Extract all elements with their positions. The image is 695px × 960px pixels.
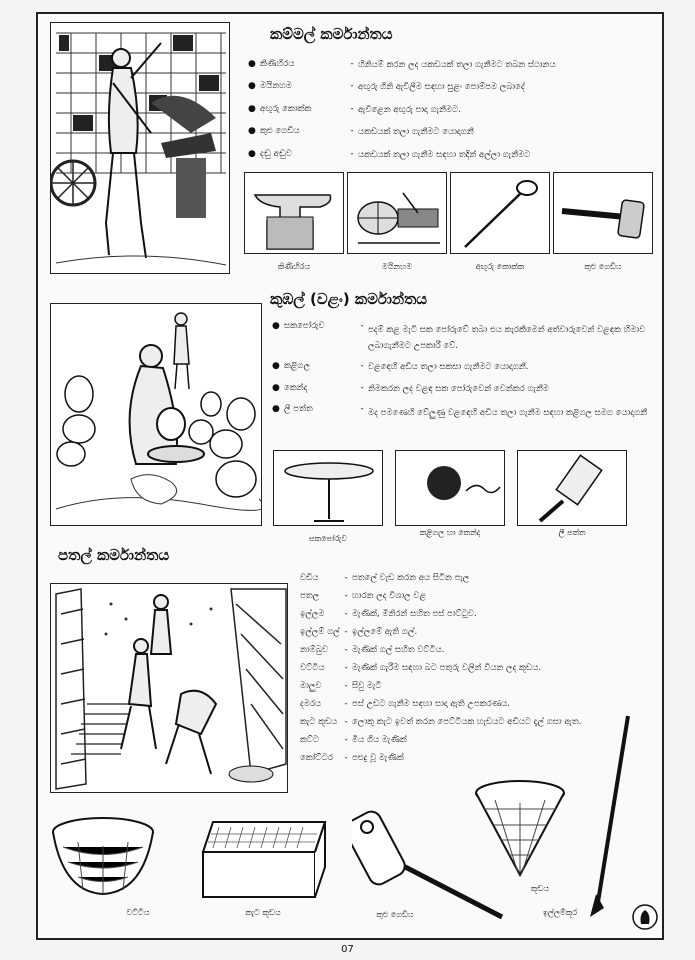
definition-item xyxy=(248,105,658,116)
definition-text: මැණික් ගැරීම සඳහා බට පතුරු වලින් වියන ලද කූඩය. xyxy=(352,663,542,674)
sieve-box-caption: කැට කූඩය xyxy=(245,908,281,917)
section2-title: කුඹල් (වළං) කර්මාන්තය xyxy=(270,290,428,308)
anvil-caption: කිණිහිරය xyxy=(277,262,311,271)
definition-term: ඉල්ලම xyxy=(300,609,325,620)
definition-text: හිනියම් කරන ලද යකඩයක් තලා ගැනීමට තබන ස්ථානය xyxy=(358,60,556,70)
definition-text: ඇවිළෙන අඟුරු පාදා ගැනීමට. xyxy=(358,104,461,115)
dash: - xyxy=(344,735,348,746)
bellows-picture xyxy=(347,172,447,254)
definition-text: පස් උඩට ගැනීම සඳහා සාදා ඇති උපකරණය. xyxy=(352,699,510,710)
bullet-icon: ● xyxy=(272,404,280,415)
definition-item xyxy=(272,322,660,354)
definition-term: දමරය xyxy=(300,699,322,710)
definition-item xyxy=(300,573,662,584)
definition-text: ඉල්ලමේ ඇති ගල්. xyxy=(352,627,418,638)
definition-text: මද පමණෙහි වේලුණු වළඳෙහි අඩිය තලා ගැනීම සඳහා කළිගල සමග යොදාගනී xyxy=(368,408,648,419)
conical-basket-caption: කූඩය xyxy=(530,884,550,893)
conical-basket-picture xyxy=(470,775,570,885)
bullet-icon: ● xyxy=(272,361,280,372)
page-number: 07 xyxy=(341,944,354,955)
definition-text: නිමකරන ලද වළඳ සක පෝරුවෙන් වෙන්කර ගැනීම xyxy=(368,383,549,394)
coal-hook-caption: අඟුරු කොක්ක xyxy=(475,262,525,271)
wooden-paddle-caption: ලී පත්ත xyxy=(558,528,586,537)
dash: - xyxy=(344,591,348,602)
definition-item xyxy=(248,127,658,138)
definition-text: පතලේ වැඩ කරන අය සිටින පැල xyxy=(352,573,470,583)
potter-illustration xyxy=(50,303,262,526)
logo-icon xyxy=(632,902,658,932)
definition-item xyxy=(248,150,658,161)
section2-definitions xyxy=(272,322,660,432)
dash: - xyxy=(360,382,364,393)
definition-item xyxy=(272,405,660,421)
definition-item xyxy=(248,60,658,71)
definition-term: වඩිය xyxy=(300,573,319,583)
definition-item xyxy=(300,627,662,638)
definition-term: කුළු ගෙඩිය xyxy=(260,126,300,137)
definition-item xyxy=(272,362,660,373)
definition-text: සිවු මැටි xyxy=(352,681,382,692)
definition-term: කෙන්ද xyxy=(284,382,308,393)
definition-term: පතල xyxy=(300,591,320,602)
dash: - xyxy=(350,103,354,114)
blacksmith-illustration xyxy=(50,22,230,274)
definition-text: වළඳෙහි අඩිය තලා සකසා ගැනීමට යොදාගනී. xyxy=(368,362,529,373)
basket-caption: වට්ටිය xyxy=(126,908,150,917)
bullet-icon: ● xyxy=(248,59,256,69)
definition-item xyxy=(248,82,658,93)
bullet-icon: ● xyxy=(248,148,256,159)
dash: - xyxy=(344,645,348,656)
bullet-icon: ● xyxy=(272,382,280,393)
crowbar-caption: ඉල්ලම්කූර xyxy=(542,908,578,917)
bullet-icon: ● xyxy=(248,81,256,92)
basket-picture xyxy=(48,812,158,902)
definition-text: පළුදු වූ මැණික් xyxy=(352,753,404,764)
definition-item xyxy=(300,591,662,602)
definition-term: කිණිහිරය xyxy=(260,59,295,69)
crowbar-picture xyxy=(588,712,638,922)
definition-text: යකඩයක් තලා ගැනීම සඳහා තදින් අල්ලා ගැනීමට xyxy=(358,149,531,160)
dash: - xyxy=(344,609,348,620)
wooden-paddle-picture xyxy=(517,450,627,526)
definition-term: කළිගල xyxy=(284,361,310,372)
gem-mining-illustration xyxy=(50,583,288,793)
dash: - xyxy=(350,148,354,159)
dash: - xyxy=(360,321,364,331)
potters-wheel-picture xyxy=(273,450,383,526)
anvil-stone-picture xyxy=(395,450,505,526)
definition-text: මිය ගිය මැණික් xyxy=(352,735,407,746)
definition-term: ලී පත්ත xyxy=(284,404,313,415)
definition-item xyxy=(300,663,662,674)
definition-term: කෝට්ටර xyxy=(300,753,333,764)
definition-item xyxy=(300,681,662,692)
bellows-caption: මයිනහම xyxy=(381,262,413,271)
sieve-box-picture xyxy=(195,812,335,904)
potters-wheel-caption: සකපෝරුව xyxy=(308,534,348,543)
dash: - xyxy=(360,404,364,415)
definition-term: ඉල්ලම් ගල් xyxy=(300,627,340,638)
definition-text: මැණික් ගල් සහිත වට්ටිය. xyxy=(352,645,445,656)
dash: - xyxy=(350,126,354,137)
definition-term: අඟුරු කොක්ක xyxy=(260,103,312,114)
dash: - xyxy=(350,81,354,92)
coal-hook-picture xyxy=(450,172,550,254)
dash: - xyxy=(360,361,364,372)
dash: - xyxy=(344,681,348,692)
definition-term: මාලුව xyxy=(300,681,322,692)
sledge-hammer-caption: කුළු ගෙඩිය xyxy=(584,262,622,271)
definition-item xyxy=(300,645,662,656)
definition-term: නාම්බුව xyxy=(300,645,328,656)
dash: - xyxy=(344,717,348,728)
definition-term: මයිනහම xyxy=(260,81,292,92)
definition-item xyxy=(300,609,662,620)
definition-text: ලොකු කැට ඉවත් කරන පෙට්ටියක හැඩයට අඩියට දැල් ගසා ඇත. xyxy=(352,717,582,728)
bullet-icon: ● xyxy=(272,321,280,331)
definition-item xyxy=(300,699,662,710)
dash: - xyxy=(344,699,348,710)
section1-title: කම්මල් කර්මාන්තය xyxy=(270,25,393,43)
bullet-icon: ● xyxy=(248,126,256,137)
sledge-hammer-picture xyxy=(553,172,653,254)
anvil-stone-caption: කළිගල හා කෙන්ද xyxy=(419,528,481,537)
section1-definitions xyxy=(248,60,658,172)
definition-text: මැණික්, මිනිරන් සහිත පස් පාට්ටුව. xyxy=(352,609,477,620)
definition-item xyxy=(272,384,660,395)
dash: - xyxy=(344,573,348,583)
dash: - xyxy=(344,663,348,674)
definition-term: වට්ටිය xyxy=(300,663,325,674)
anvil-picture xyxy=(244,172,344,254)
definition-text: යකඩයක් තලා ගැනීමට යොදාගනී xyxy=(358,127,474,138)
definition-term: කැට කූඩය xyxy=(300,717,338,728)
dash: - xyxy=(344,627,348,638)
definition-term: කට්ට xyxy=(300,735,320,746)
bullet-icon: ● xyxy=(248,103,256,114)
mallet-caption: කුළු ගෙඩිය xyxy=(376,910,414,919)
dash: - xyxy=(350,59,354,69)
definition-term: සකපෝරුව xyxy=(284,321,325,331)
section3-title: පතල් කර්මාන්තය xyxy=(58,546,170,564)
dash: - xyxy=(344,753,348,764)
definition-text: අඟුරු ගිනි ඇවිලීම සඳහා සුළං පොම්පම ලබාදේ xyxy=(358,82,525,93)
definition-term: දඬු අඬුව xyxy=(260,148,292,159)
definition-text: පදම් කළ මැටි සක පෝරුවේ තබා එය කැරකීමෙන් අත්වාරුවෙන් වළඳක හිමාව ලබාගැනීමට උපකාරී වේ. xyxy=(368,325,646,352)
definition-text: හාරන ලද විශාල වළ xyxy=(352,591,426,602)
